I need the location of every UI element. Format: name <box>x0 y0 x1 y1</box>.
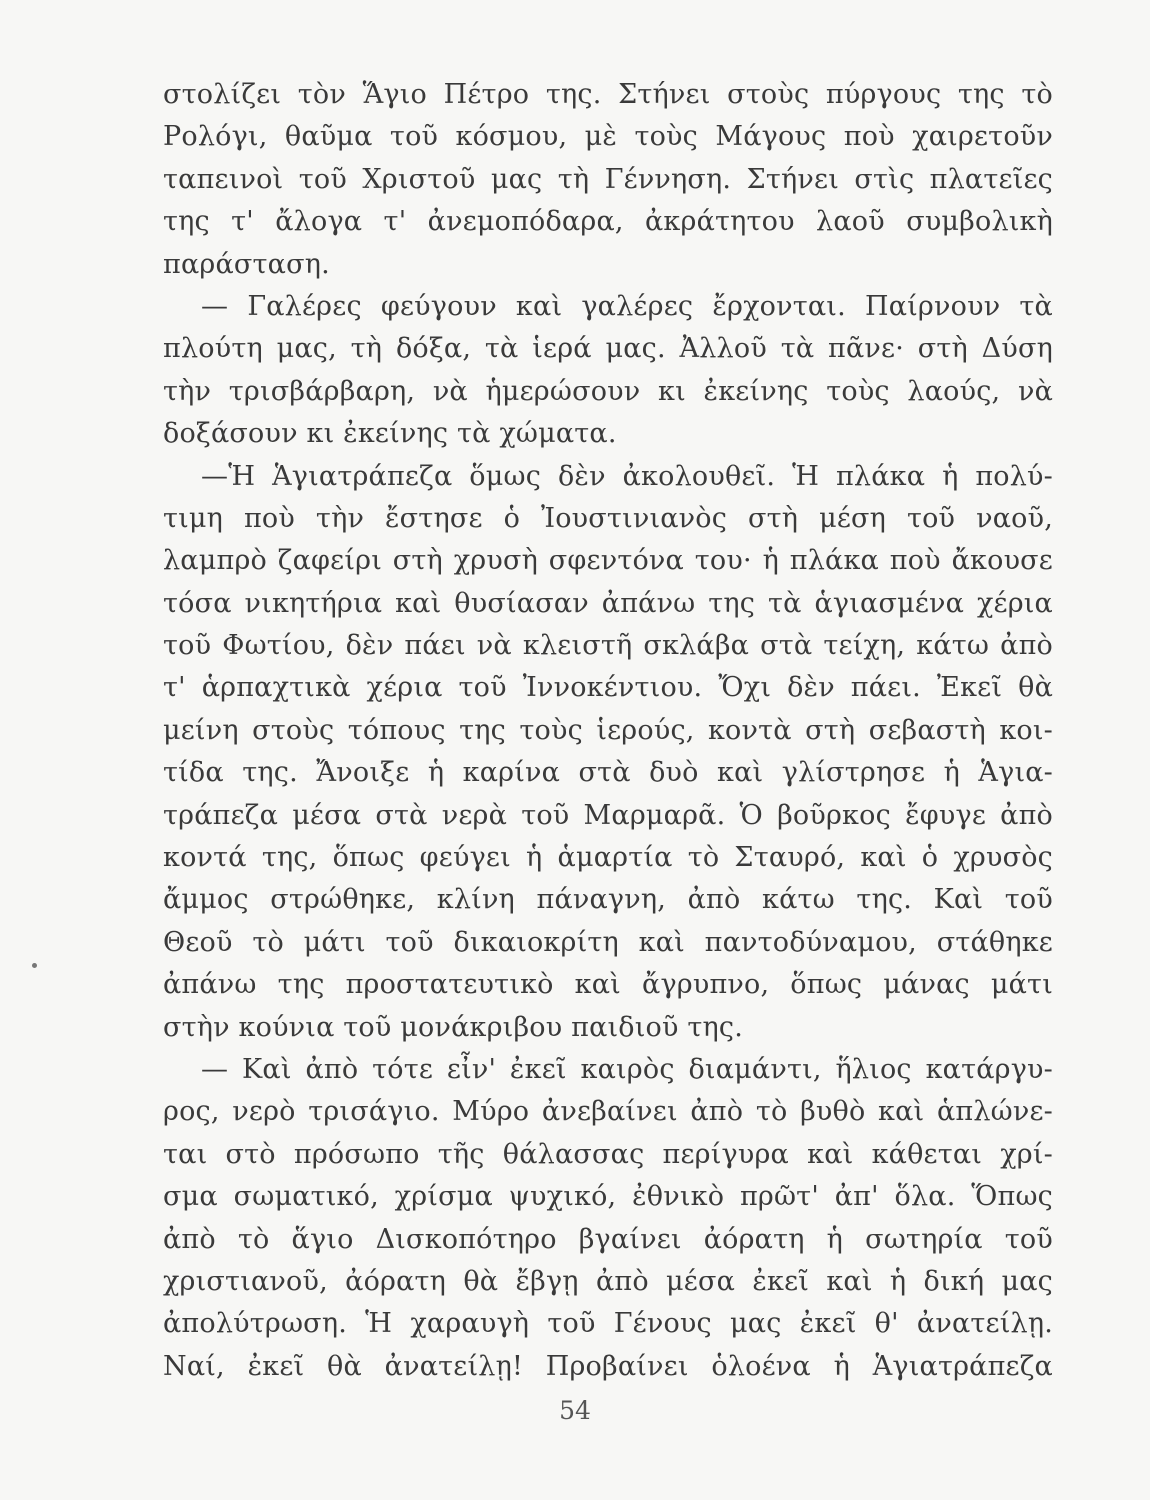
text-line: σμα σωματικό, χρίσμα ψυχικό, ἐθνικὸ πρῶτ' ἀπ' ὅλα. Ὅπως <box>163 1181 1053 1213</box>
text-line: τόσα νικητήρια καὶ θυσίασαν ἀπάνω της τὰ ἁγιασμένα χέρια <box>163 587 1053 619</box>
text-line: τίδα της. Ἄνοιξε ἡ καρίνα στὰ δυὸ καὶ γλίστρησε ἡ Ἁγια- <box>163 757 1053 789</box>
text-line: ἄμμος στρώθηκε, κλίνη πάναγνη, ἀπὸ κάτω της. Καὶ τοῦ <box>163 884 1053 916</box>
text-line: παράσταση. <box>163 248 330 280</box>
text-line: Ρολόγι, θαῦμα τοῦ κόσμου, μὲ τοὺς Μάγους ποὺ χαιρετοῦν <box>163 121 1053 153</box>
text-line: τιμη ποὺ τὴν ἔστησε ὁ Ἰουστινιανὸς στὴ μέση τοῦ ναοῦ, <box>163 502 1053 534</box>
page-number: 54 <box>559 1396 591 1425</box>
text-line: λαμπρὸ ζαφείρι στὴ χρυσὴ σφεντόνα του· ἡ πλάκα ποὺ ἄκουσε <box>163 545 1053 577</box>
text-line: ταπεινοὶ τοῦ Χριστοῦ μας τὴ Γέννηση. Στήνει στὶς πλατεῖες <box>163 163 1053 195</box>
text-line: τ' ἁρπαχτικὰ χέρια τοῦ Ἰννοκέντιου. Ὄχι δὲν πάει. Ἐκεῖ θὰ <box>163 672 1053 704</box>
text-line: ἀπάνω της προστατευτικὸ καὶ ἄγρυπνο, ὅπως μάνας μάτι <box>163 969 1053 1001</box>
text-line: στὴν κούνια τοῦ μονάκριβου παιδιοῦ της. <box>163 1011 744 1043</box>
text-line: τράπεζα μέσα στὰ νερὰ τοῦ Μαρμαρᾶ. Ὁ βοῦρκος ἔφυγε ἀπὸ <box>163 799 1053 831</box>
margin-mark <box>32 963 37 968</box>
text-line: — Γαλέρες φεύγουν καὶ γαλέρες ἔρχονται. Παίρνουν τὰ <box>201 290 1053 322</box>
text-line: ἀπὸ τὸ ἅγιο Δισκοπότηρο βγαίνει ἀόρατη ἡ σωτηρία τοῦ <box>163 1223 1053 1255</box>
text-line: ρος, νερὸ τρισάγιο. Μύρο ἀνεβαίνει ἀπὸ τὸ βυθὸ καὶ ἁπλώνε- <box>163 1096 1053 1128</box>
text-line: τοῦ Φωτίου, δὲν πάει νὰ κλειστῆ σκλάβα στὰ τείχη, κάτω ἀπὸ <box>163 630 1053 662</box>
text-line: —Ἡ Ἁγιατράπεζα ὅμως δὲν ἀκολουθεῖ. Ἡ πλάκα ἡ πολύ- <box>201 460 1053 492</box>
text-line: τὴν τρισβάρβαρη, νὰ ἡμερώσουν κι ἐκείνης τοὺς λαούς, νὰ <box>163 375 1053 407</box>
text-line: στολίζει τὸν Ἅγιο Πέτρο της. Στήνει στοὺς πύργους της τὸ <box>163 79 1053 110</box>
text-line: Ναί, ἐκεῖ θὰ ἀνατείλῃ! Προβαίνει ὁλοένα ἡ Ἁγιατράπεζα <box>163 1350 1053 1382</box>
text-line: κοντά της, ὅπως φεύγει ἡ ἁμαρτία τὸ Σταυρό, καὶ ὁ χρυσὸς <box>163 842 1053 874</box>
text-line: πλούτη μας, τὴ δόξα, τὰ ἱερά μας. Ἀλλοῦ τὰ πᾶνε· στὴ Δύση <box>163 333 1053 365</box>
text-line: Θεοῦ τὸ μάτι τοῦ δικαιοκρίτη καὶ παντοδύναμου, στάθηκε <box>163 926 1053 958</box>
text-line: της τ' ἄλογα τ' ἀνεμοπόδαρα, ἀκράτητου λαοῦ συμβολικὴ <box>163 206 1053 238</box>
text-line: ται στὸ πρόσωπο τῆς θάλασσας περίγυρα καὶ κάθεται χρί- <box>163 1138 1053 1170</box>
text-line: χριστιανοῦ, ἀόρατη θὰ ἔβγῃ ἀπὸ μέσα ἐκεῖ καὶ ἡ δική μας <box>163 1265 1053 1297</box>
text-line: δοξάσουν κι ἐκείνης τὰ χώματα. <box>163 418 617 450</box>
text-line: ἀπολύτρωση. Ἡ χαραυγὴ τοῦ Γένους μας ἐκεῖ θ' ἀνατείλῃ. <box>163 1308 1053 1340</box>
text-line: μείνη στοὺς τόπους της τοὺς ἱερούς, κοντὰ στὴ σεβαστὴ κοι- <box>163 714 1053 746</box>
body-text <box>163 74 1053 1388</box>
text-line: — Καὶ ἀπὸ τότε εἶν' ἐκεῖ καιρὸς διαμάντι, ἥλιος κατάργυ- <box>201 1053 1053 1085</box>
